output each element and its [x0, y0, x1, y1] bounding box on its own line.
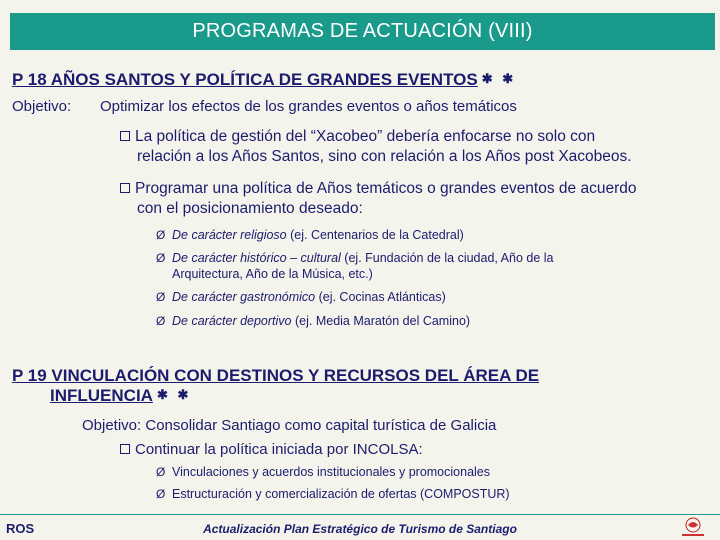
p18-objective-text: Optimizar los efectos de los grandes eventos o años temáticos — [100, 98, 517, 115]
p19-sub-2-text: Estructuración y comercialización de ofertas (COMPOSTUR) — [172, 487, 510, 501]
p18-sub-2-line2: Arquitectura, Año de la Música, etc.) — [172, 267, 373, 281]
p18-sub-4-italic: De carácter deportivo — [172, 314, 292, 328]
p18-heading — [12, 69, 516, 89]
p18-sub-2-italic: De carácter histórico – cultural — [172, 251, 341, 265]
p18-bullet-1-line1: La política de gestión del “Xacobeo” debería enfocarse no solo con — [135, 128, 596, 145]
p19-sub-2 — [156, 486, 510, 502]
p18-sub-1 — [156, 227, 464, 243]
p19-priority-stars: ✱ ✱ — [156, 387, 192, 402]
santiago-logo-icon — [676, 516, 710, 538]
p19-heading-line1: P 19 VINCULACIÓN CON DESTINOS Y RECURSOS DEL ÁREA DE — [12, 366, 540, 385]
p18-heading-text: P 18 AÑOS SANTOS Y POLÍTICA DE GRANDES EVENTOS — [12, 70, 478, 89]
p18-sub-3-rest: (ej. Cocinas Atlánticas) — [315, 290, 446, 304]
p19-sub-1-text: Vinculaciones y acuerdos institucionales y promocionales — [172, 465, 490, 479]
p19-bullet-text: Continuar la política iniciada por INCOLSA: — [135, 441, 423, 458]
p18-sub-3-italic: De carácter gastronómico — [172, 290, 316, 304]
arrow-bullet-icon: Ø — [156, 228, 166, 242]
p18-sub-1-rest: (ej. Centenarios de la Catedral) — [286, 228, 464, 242]
arrow-bullet-icon: Ø — [156, 251, 166, 265]
p18-sub-3 — [156, 289, 446, 305]
p18-bullet-2-line1: Programar una política de Años temáticos o grandes eventos de acuerdo — [135, 180, 637, 197]
p18-bullet-2 — [120, 179, 636, 219]
p18-priority-stars: ✱ ✱ — [481, 71, 517, 86]
p19-heading — [12, 366, 539, 405]
p18-sub-2 — [156, 250, 553, 282]
p18-bullet-1-line2: relación a los Años Santos, sino con relación a los Años post Xacobeos. — [137, 148, 632, 165]
p18-bullet-2-line2: con el posicionamiento deseado: — [137, 200, 363, 217]
p18-objective-label: Objetivo: — [12, 98, 72, 115]
p18-bullet-1 — [120, 127, 632, 167]
p19-sub-1 — [156, 464, 490, 480]
arrow-bullet-icon: Ø — [156, 314, 166, 328]
slide-title: PROGRAMAS DE ACTUACIÓN (VIII) — [10, 13, 715, 50]
footer-divider — [0, 514, 720, 515]
checkbox-bullet-icon — [120, 444, 130, 454]
p19-bullet — [120, 440, 423, 460]
footer-caption: Actualización Plan Estratégico de Turismo de Santiago — [203, 522, 517, 536]
p19-objective: Objetivo: Consolidar Santiago como capital turística de Galicia — [82, 417, 497, 434]
footer-ros: ROS — [6, 521, 35, 536]
arrow-bullet-icon: Ø — [156, 465, 166, 479]
checkbox-bullet-icon — [120, 183, 130, 193]
p18-sub-1-italic: De carácter religioso — [172, 228, 287, 242]
checkbox-bullet-icon — [120, 131, 130, 141]
p18-sub-4-rest: (ej. Media Maratón del Camino) — [291, 314, 471, 328]
arrow-bullet-icon: Ø — [156, 487, 166, 501]
p18-sub-2-rest: (ej. Fundación de la ciudad, Año de la — [340, 251, 554, 265]
p19-heading-line2: INFLUENCIA — [50, 386, 153, 405]
p18-sub-4 — [156, 313, 470, 329]
arrow-bullet-icon: Ø — [156, 290, 166, 304]
